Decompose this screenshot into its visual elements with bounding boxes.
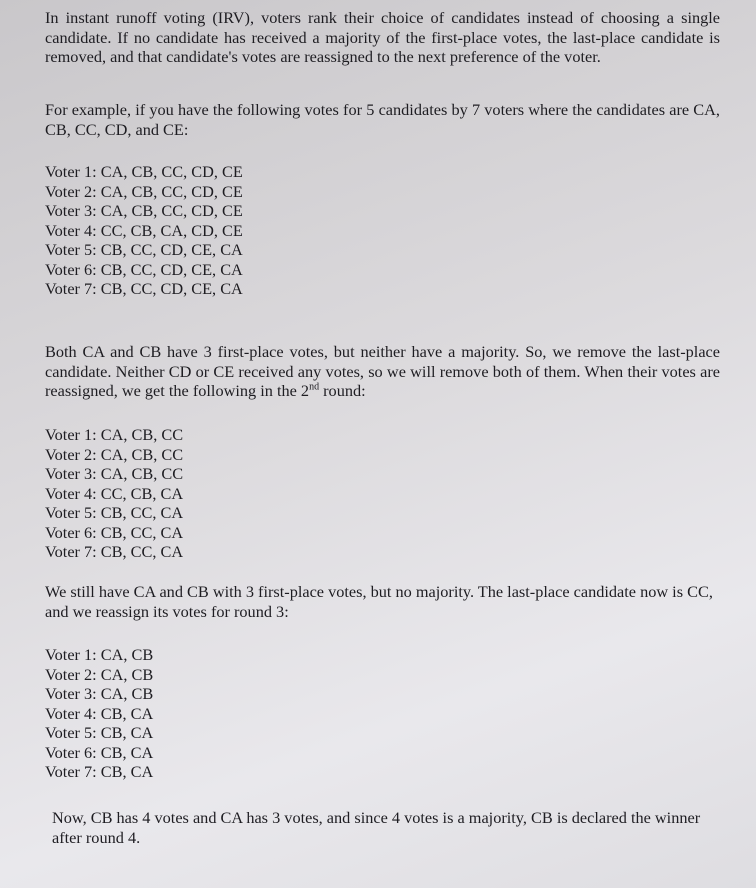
round2-explanation: [45, 342, 720, 401]
vote-line: Voter 4: CC, CB, CA, CD, CE: [45, 220, 243, 240]
vote-line: Voter 6: CB, CA: [45, 742, 154, 762]
vote-line: Voter 5: CB, CC, CA: [45, 503, 184, 522]
vote-line: Voter 6: CB, CC, CA: [45, 522, 184, 542]
vote-line: Voter 3: CA, CB: [45, 684, 154, 703]
vote-line: Voter 2: CA, CB, CC: [45, 444, 184, 464]
vote-line: Voter 4: CC, CB, CA: [45, 483, 184, 503]
round3-explanation: We still have CA and CB with 3 first-place votes, but no majority. The last-place candidate now is CC, and we reassign its votes for round 3:: [45, 582, 713, 621]
vote-line: Voter 1: CA, CB, CC, CD, CE: [45, 162, 243, 181]
vote-line: Voter 7: CB, CA: [45, 762, 154, 781]
vote-line: Voter 4: CB, CA: [45, 703, 154, 723]
vote-line: Voter 5: CB, CA: [45, 723, 154, 742]
round2-votes: [45, 425, 720, 562]
vote-line: Voter 1: CA, CB, CC: [45, 425, 184, 444]
round2-text: Both CA and CB have 3 first-place votes, but neither have a majority. So, we remove the last-place candidate. Neither CD or CE received any votes, so we will remove both of them. When their votes are reassigned, we get the following in the 2: [45, 342, 720, 401]
round3-votes: [45, 645, 720, 782]
vote-line: Voter 2: CA, CB, CC, CD, CE: [45, 181, 243, 201]
conclusion-paragraph: Now, CB has 4 votes and CA has 3 votes, and since 4 votes is a majority, CB is declared the winner after round 4.: [52, 808, 701, 847]
vote-line: Voter 1: CA, CB: [45, 645, 154, 664]
round1-votes: [45, 162, 720, 299]
ordinal-suffix: nd: [309, 381, 320, 393]
vote-line: Voter 2: CA, CB: [45, 664, 154, 684]
intro-paragraph: In instant runoff voting (IRV), voters rank their choice of candidates instead of choosing a single candidate. If no candidate has received a majority of the first-place votes, the last-place candidate is removed, and that candidate's votes are reassigned to the next preference of the voter.: [45, 8, 720, 67]
vote-line: Voter 6: CB, CC, CD, CE, CA: [45, 259, 243, 279]
round2-text-end: round:: [319, 381, 366, 401]
vote-line: Voter 7: CB, CC, CD, CE, CA: [45, 279, 243, 298]
vote-line: Voter 3: CA, CB, CC, CD, CE: [45, 201, 243, 220]
vote-line: Voter 7: CB, CC, CA: [45, 542, 184, 561]
vote-line: Voter 3: CA, CB, CC: [45, 464, 184, 483]
vote-line: Voter 5: CB, CC, CD, CE, CA: [45, 240, 243, 259]
example-intro-paragraph: For example, if you have the following votes for 5 candidates by 7 voters where the candidates are CA, CB, CC, CD, and CE:: [45, 100, 720, 139]
